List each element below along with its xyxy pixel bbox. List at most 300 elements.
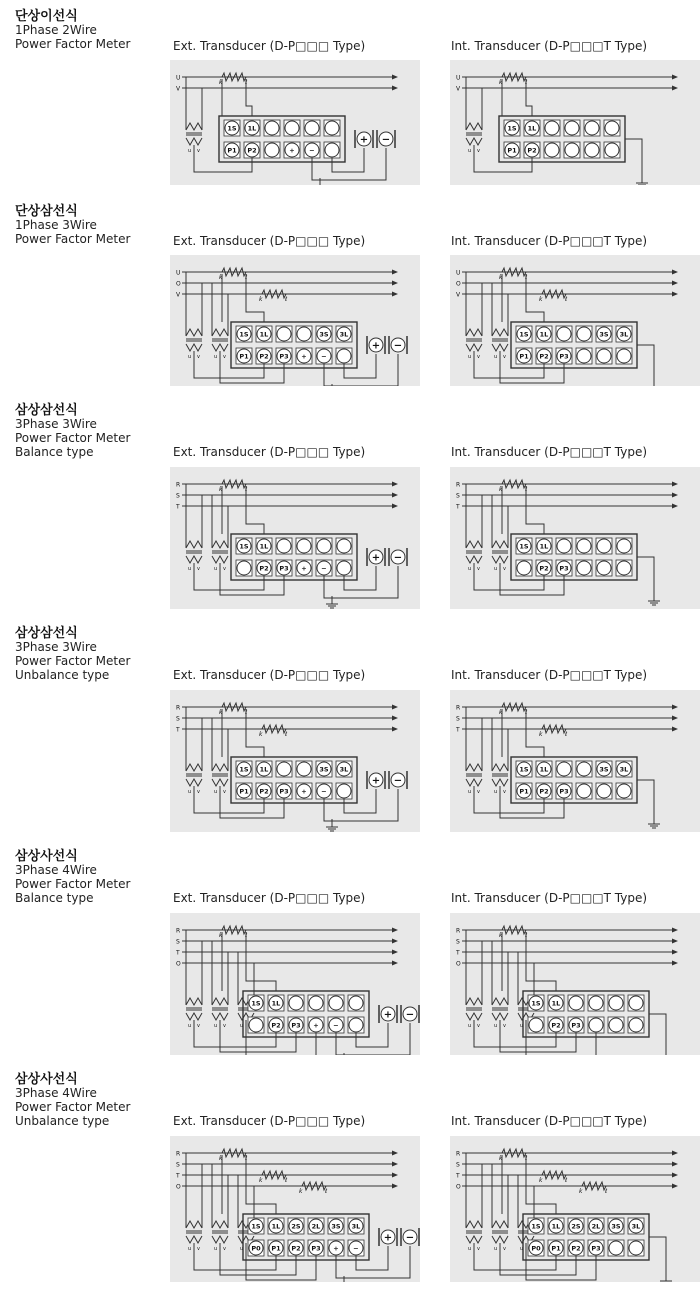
terminal-screw <box>605 143 619 157</box>
terminal-label: P3 <box>279 787 289 796</box>
diagram-svg <box>450 255 700 386</box>
terminal-label: 3S <box>599 330 609 339</box>
ct-label-k: k <box>499 709 503 716</box>
pt-label-u: u <box>468 1023 472 1029</box>
terminal-screw <box>597 349 611 363</box>
phase-label: R <box>176 481 181 489</box>
ext-transducer-diagram <box>170 60 420 185</box>
terminal-label: P3 <box>559 352 569 361</box>
phase-label: T <box>176 949 180 957</box>
potential-transformer-secondary <box>212 779 228 786</box>
phase-arrow <box>392 482 398 487</box>
potential-transformer-primary <box>186 541 202 548</box>
terminal-screw <box>349 996 363 1010</box>
ct-label-k: k <box>219 1155 223 1162</box>
potential-transformer-secondary <box>466 138 482 145</box>
pt-label-u: u <box>240 1023 244 1029</box>
terminal-label: P2 <box>551 1021 561 1030</box>
ct-label-l: ℓ <box>245 79 248 86</box>
terminal-screw <box>557 327 571 341</box>
pt-label-v: v <box>197 148 200 154</box>
terminal-label: 3L <box>351 1222 361 1231</box>
terminal-label: + <box>301 564 307 573</box>
pt-label-v: v <box>477 148 480 154</box>
wire <box>526 486 544 534</box>
phase-label: T <box>176 1172 180 1180</box>
phase-arrow <box>392 705 398 710</box>
terminal-screw <box>577 762 591 776</box>
ct-label-k: k <box>259 296 263 303</box>
pt-label-u: u <box>188 148 192 154</box>
terminal-label: 1S <box>519 330 529 339</box>
section-title: 삼상사선식 <box>15 849 78 864</box>
pt-label-u: u <box>494 789 498 795</box>
phase-arrow <box>392 1151 398 1156</box>
section-1phase-3wire <box>0 200 700 390</box>
meter-terminal-symbol: + <box>371 775 381 787</box>
terminal-label: P2 <box>259 352 269 361</box>
pt-label-u: u <box>214 1246 218 1252</box>
pt-label-u: u <box>188 566 192 572</box>
phase-arrow <box>672 493 678 498</box>
pt-label-u: u <box>468 148 472 154</box>
terminal-label: P2 <box>271 1021 281 1030</box>
section-title: 삼상사선식 <box>15 1072 78 1087</box>
terminal-label: 1S <box>507 124 517 133</box>
ext-transducer-caption: Ext. Transducer (D-P□□□ Type) <box>173 234 366 248</box>
pt-label-v: v <box>503 789 506 795</box>
phase-arrow <box>392 716 398 721</box>
potential-transformer-primary <box>492 998 508 1005</box>
ct-label-l: ℓ <box>525 932 528 939</box>
terminal-screw <box>337 539 351 553</box>
phase-label: V <box>176 85 181 93</box>
terminal-screw <box>577 561 591 575</box>
terminal-label: P0 <box>531 1244 541 1253</box>
terminal-label: 1L <box>247 124 257 133</box>
terminal-label: P3 <box>279 564 289 573</box>
terminal-screw <box>297 539 311 553</box>
terminal-label: P1 <box>519 787 529 796</box>
phase-label: R <box>176 927 181 935</box>
section-1phase-2wire <box>0 5 700 190</box>
potential-transformer-secondary <box>466 779 482 786</box>
pt-label-v: v <box>223 1246 226 1252</box>
ct-label-l: ℓ <box>565 1177 568 1184</box>
terminal-label: P2 <box>539 564 549 573</box>
terminal-label: 1S <box>519 542 529 551</box>
terminal-label: 1L <box>551 1222 561 1231</box>
phase-label: T <box>456 949 460 957</box>
phase-arrow <box>392 1162 398 1167</box>
phase-arrow <box>672 292 678 297</box>
wire <box>324 566 398 598</box>
diagram-svg <box>450 467 700 609</box>
phase-label: V <box>456 291 461 299</box>
wire <box>194 786 264 813</box>
phase-arrow <box>392 727 398 732</box>
pt-label-u: u <box>214 354 218 360</box>
phase-label: V <box>176 291 181 299</box>
section-subtitle-2: Power Factor Meter <box>15 232 131 246</box>
terminal-label: 2S <box>571 1222 581 1231</box>
terminal-label: 1S <box>239 765 249 774</box>
terminal-label: P3 <box>559 787 569 796</box>
diagram-svg <box>170 60 420 185</box>
pt-label-v: v <box>503 354 506 360</box>
terminal-label: 3L <box>619 330 629 339</box>
wire <box>194 145 252 172</box>
int-transducer-caption: Int. Transducer (D-P□□□T Type) <box>451 445 648 459</box>
ct-label-l: ℓ <box>245 274 248 281</box>
potential-transformer-secondary <box>492 1013 508 1020</box>
terminal-label: 1L <box>259 765 269 774</box>
terminal-label: P2 <box>259 564 269 573</box>
phase-label: T <box>456 503 460 511</box>
meter-terminal-symbol: − <box>405 1232 415 1244</box>
pt-label-v: v <box>197 566 200 572</box>
potential-transformer-secondary <box>186 1013 202 1020</box>
pt-label-u: u <box>214 1023 218 1029</box>
potential-transformer-secondary <box>186 344 202 351</box>
phase-label: T <box>456 1172 460 1180</box>
phase-label: R <box>176 1150 181 1158</box>
wire <box>246 486 264 534</box>
terminal-screw <box>577 349 591 363</box>
phase-label: V <box>456 85 461 93</box>
phase-arrow <box>672 86 678 91</box>
ct-label-l: ℓ <box>525 79 528 86</box>
terminal-label: P3 <box>591 1244 601 1253</box>
potential-transformer-secondary <box>466 1013 482 1020</box>
potential-transformer-secondary <box>492 556 508 563</box>
ct-label-l: ℓ <box>285 296 288 303</box>
section-subtitle-2: Power Factor Meter <box>15 431 131 445</box>
potential-transformer-primary <box>466 1221 482 1228</box>
potential-transformer-primary <box>492 764 508 771</box>
meter-terminal-symbol: − <box>405 1009 415 1021</box>
potential-transformer-primary <box>212 1221 228 1228</box>
phase-arrow <box>672 281 678 286</box>
terminal-label: 1S <box>531 999 541 1008</box>
pt-label-u: u <box>214 566 218 572</box>
section-subtitle-1: 1Phase 2Wire <box>15 23 97 37</box>
terminal-screw <box>529 1018 543 1032</box>
terminal-screw <box>249 1018 263 1032</box>
phase-label: S <box>176 715 180 723</box>
ct-label-k: k <box>579 1188 583 1195</box>
phase-arrow <box>672 1162 678 1167</box>
terminal-screw <box>609 1241 623 1255</box>
pt-label-u: u <box>494 1246 498 1252</box>
terminal-label: 3L <box>619 765 629 774</box>
terminal-label: P1 <box>227 146 237 155</box>
phase-arrow <box>392 86 398 91</box>
phase-label: S <box>176 492 180 500</box>
terminal-screw <box>545 143 559 157</box>
terminal-label: 1L <box>539 542 549 551</box>
phase-label: U <box>456 74 461 82</box>
phase-label: R <box>456 481 461 489</box>
ct-label-k: k <box>219 709 223 716</box>
terminal-label: P1 <box>239 352 249 361</box>
terminal-screw <box>317 539 331 553</box>
pt-label-v: v <box>223 354 226 360</box>
section-subtitle-2: Power Factor Meter <box>15 1100 131 1114</box>
terminal-screw <box>577 784 591 798</box>
phase-label: T <box>176 503 180 511</box>
ext-transducer-caption: Ext. Transducer (D-P□□□ Type) <box>173 1114 366 1128</box>
potential-transformer-primary <box>212 764 228 771</box>
ct-label-k: k <box>499 486 503 493</box>
terminal-screw <box>629 1018 643 1032</box>
ct-label-k: k <box>539 1177 543 1184</box>
pt-label-v: v <box>223 1023 226 1029</box>
terminal-screw <box>605 121 619 135</box>
section-3phase-3wire-unbalance <box>0 622 700 834</box>
terminal-screw <box>617 561 631 575</box>
diagram-svg <box>450 60 700 185</box>
pt-label-v: v <box>503 566 506 572</box>
wire <box>312 148 386 180</box>
terminal-label: P3 <box>311 1244 321 1253</box>
phase-arrow <box>672 270 678 275</box>
terminal-label: 3S <box>599 765 609 774</box>
section-subtitle-1: 3Phase 4Wire <box>15 863 97 877</box>
phase-arrow <box>392 961 398 966</box>
section-title: 단상삼선식 <box>15 204 78 219</box>
meter-terminal-symbol: − <box>393 552 403 564</box>
phase-label: S <box>456 715 460 723</box>
phase-label: S <box>456 492 460 500</box>
ct-label-k: k <box>499 79 503 86</box>
pt-label-v: v <box>197 354 200 360</box>
terminal-label: 3L <box>339 330 349 339</box>
pt-label-v: v <box>477 789 480 795</box>
potential-transformer-primary <box>466 764 482 771</box>
terminal-label: 1L <box>527 124 537 133</box>
terminal-label: 1S <box>239 330 249 339</box>
phase-arrow <box>672 727 678 732</box>
ct-label-l: ℓ <box>525 486 528 493</box>
terminal-label: P0 <box>251 1244 261 1253</box>
ext-transducer-diagram <box>170 913 420 1055</box>
terminal-label: P2 <box>259 787 269 796</box>
phase-label: R <box>176 704 181 712</box>
terminal-screw <box>265 143 279 157</box>
terminal-label: P2 <box>539 787 549 796</box>
phase-arrow <box>392 270 398 275</box>
ext-transducer-caption: Ext. Transducer (D-P□□□ Type) <box>173 445 366 459</box>
terminal-label: 2L <box>591 1222 601 1231</box>
pt-label-v: v <box>477 354 480 360</box>
pt-label-u: u <box>188 354 192 360</box>
terminal-screw <box>325 121 339 135</box>
ct-label-l: ℓ <box>245 1155 248 1162</box>
terminal-label: + <box>289 146 295 155</box>
terminal-label: 1S <box>531 1222 541 1231</box>
ct-label-k: k <box>499 1155 503 1162</box>
phase-label: U <box>176 269 181 277</box>
terminal-label: 3S <box>319 330 329 339</box>
terminal-screw <box>237 561 251 575</box>
terminal-screw <box>597 784 611 798</box>
terminal-label: 1L <box>271 1222 281 1231</box>
wire <box>194 563 264 590</box>
potential-transformer-primary <box>186 123 202 130</box>
terminal-label: + <box>301 352 307 361</box>
int-transducer-caption: Int. Transducer (D-P□□□T Type) <box>451 891 648 905</box>
terminal-label: 2L <box>311 1222 321 1231</box>
int-transducer-caption: Int. Transducer (D-P□□□T Type) <box>451 1114 648 1128</box>
potential-transformer-secondary <box>492 1236 508 1243</box>
section-subtitle-3: Balance type <box>15 445 94 459</box>
section-subtitle-2: Power Factor Meter <box>15 37 131 51</box>
terminal-screw <box>285 121 299 135</box>
ct-label-l: ℓ <box>285 731 288 738</box>
phase-arrow <box>392 493 398 498</box>
ct-label-k: k <box>219 486 223 493</box>
terminal-label: P1 <box>507 146 517 155</box>
ct-label-l: ℓ <box>525 709 528 716</box>
potential-transformer-secondary <box>466 1236 482 1243</box>
pt-label-v: v <box>223 789 226 795</box>
potential-transformer-primary <box>212 998 228 1005</box>
terminal-label: − <box>321 564 327 573</box>
wire <box>336 1023 410 1055</box>
int-transducer-diagram <box>450 690 700 832</box>
terminal-screw <box>545 121 559 135</box>
pt-label-u: u <box>494 354 498 360</box>
phase-label: O <box>176 1183 181 1191</box>
meter-terminal-symbol: + <box>383 1009 393 1021</box>
diagram-svg <box>170 467 420 609</box>
section-subtitle-3: Unbalance type <box>15 1114 110 1128</box>
pt-label-u: u <box>468 789 472 795</box>
section-title: 단상이선식 <box>15 9 78 24</box>
terminal-screw <box>629 1241 643 1255</box>
terminal-label: − <box>353 1244 359 1253</box>
section-subtitle-3: Unbalance type <box>15 668 110 682</box>
phase-arrow <box>392 504 398 509</box>
ct-label-k: k <box>539 731 543 738</box>
ct-label-l: ℓ <box>605 1188 608 1195</box>
potential-transformer-secondary <box>186 1236 202 1243</box>
section-3phase-4wire-unbalance <box>0 1068 700 1288</box>
phase-arrow <box>672 1151 678 1156</box>
diagram-svg <box>170 913 420 1055</box>
meter-terminal-symbol: + <box>371 340 381 352</box>
wire <box>324 789 398 821</box>
terminal-screw <box>629 996 643 1010</box>
int-transducer-caption: Int. Transducer (D-P□□□T Type) <box>451 39 648 53</box>
phase-label: S <box>176 1161 180 1169</box>
terminal-label: + <box>301 787 307 796</box>
ct-label-l: ℓ <box>565 296 568 303</box>
terminal-screw <box>265 121 279 135</box>
wire <box>474 786 544 813</box>
terminal-label: 2S <box>291 1222 301 1231</box>
pt-label-u: u <box>188 1246 192 1252</box>
phase-arrow <box>392 928 398 933</box>
ct-label-l: ℓ <box>525 1155 528 1162</box>
wire <box>637 557 654 593</box>
meter-terminal-symbol: + <box>383 1232 393 1244</box>
terminal-screw <box>609 1018 623 1032</box>
terminal-label: 1S <box>519 765 529 774</box>
phase-label: O <box>456 1183 461 1191</box>
pt-label-u: u <box>468 1246 472 1252</box>
potential-transformer-primary <box>466 541 482 548</box>
potential-transformer-secondary <box>466 556 482 563</box>
potential-transformer-secondary <box>212 344 228 351</box>
pt-label-u: u <box>188 1023 192 1029</box>
int-transducer-diagram <box>450 60 700 185</box>
wire <box>637 345 654 381</box>
meter-terminal-symbol: − <box>393 340 403 352</box>
ext-transducer-caption: Ext. Transducer (D-P□□□ Type) <box>173 39 366 53</box>
phase-arrow <box>672 705 678 710</box>
terminal-screw <box>277 539 291 553</box>
potential-transformer-secondary <box>212 556 228 563</box>
terminal-screw <box>589 1018 603 1032</box>
meter-terminal-symbol: − <box>393 775 403 787</box>
terminal-screw <box>617 784 631 798</box>
potential-transformer-primary <box>186 998 202 1005</box>
section-subtitle-1: 1Phase 3Wire <box>15 218 97 232</box>
pt-label-u: u <box>188 789 192 795</box>
phase-arrow <box>392 1173 398 1178</box>
terminal-label: 1L <box>259 542 269 551</box>
section-title: 삼상삼선식 <box>15 403 78 418</box>
ct-label-l: ℓ <box>245 486 248 493</box>
terminal-label: 1L <box>539 330 549 339</box>
pt-label-v: v <box>477 1246 480 1252</box>
phase-arrow <box>392 1184 398 1189</box>
terminal-label: P2 <box>247 146 257 155</box>
terminal-screw <box>617 539 631 553</box>
phase-arrow <box>672 950 678 955</box>
phase-arrow <box>672 504 678 509</box>
terminal-screw <box>569 996 583 1010</box>
ext-transducer-caption: Ext. Transducer (D-P□□□ Type) <box>173 891 366 905</box>
terminal-screw <box>337 349 351 363</box>
meter-terminal-symbol: + <box>371 552 381 564</box>
pt-label-u: u <box>494 566 498 572</box>
diagram-svg <box>170 1136 420 1282</box>
phase-label: S <box>176 938 180 946</box>
ct-label-l: ℓ <box>325 1188 328 1195</box>
phase-label: O <box>176 280 181 288</box>
phase-arrow <box>392 281 398 286</box>
wire <box>474 351 544 378</box>
pt-label-u: u <box>494 1023 498 1029</box>
terminal-label: 1S <box>251 1222 261 1231</box>
terminal-screw <box>277 762 291 776</box>
potential-transformer-secondary <box>466 344 482 351</box>
section-subtitle-3: Balance type <box>15 891 94 905</box>
potential-transformer-primary <box>186 1221 202 1228</box>
int-transducer-diagram <box>450 467 700 609</box>
ext-transducer-diagram <box>170 255 420 386</box>
wire <box>474 563 544 590</box>
terminal-screw <box>277 327 291 341</box>
phase-arrow <box>672 928 678 933</box>
terminal-screw <box>337 784 351 798</box>
terminal-label: + <box>313 1021 319 1030</box>
terminal-screw <box>597 561 611 575</box>
terminal-screw <box>557 762 571 776</box>
